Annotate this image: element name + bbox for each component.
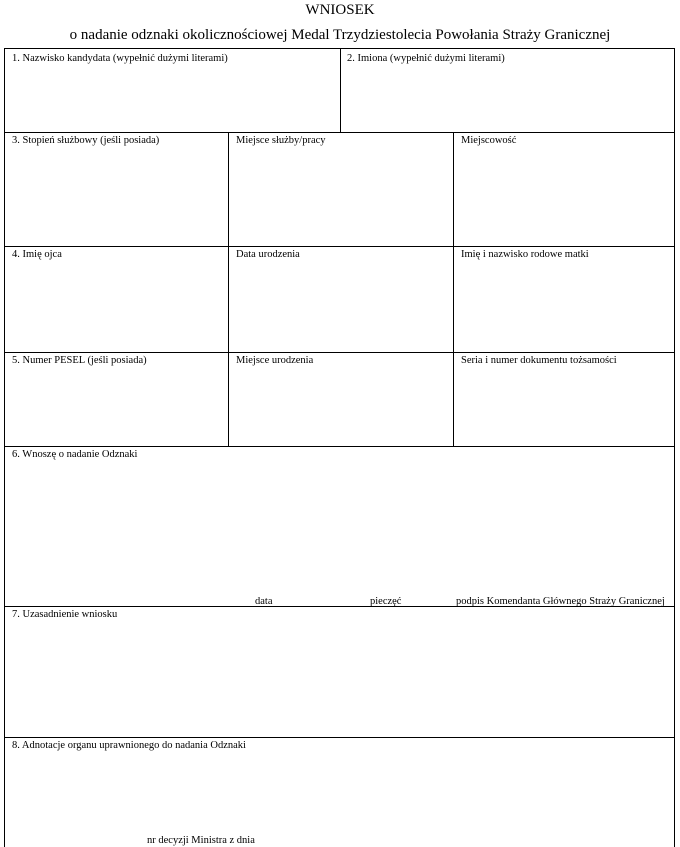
decision-number-caption: nr decyzji Ministra z dnia: [147, 835, 255, 846]
field-birth-place[interactable]: Miejsce urodzenia: [236, 355, 314, 366]
stamp-caption: pieczęć: [370, 596, 402, 607]
row-divider: [5, 446, 674, 447]
column-divider: [228, 132, 229, 446]
document-subtitle: o nadanie odznaki okolicznościowej Medal Trzydziestolecia Powołania Straży Granicznej: [69, 27, 611, 43]
field-mother-name[interactable]: Imię i nazwisko rodowe matki: [461, 249, 589, 260]
field-surname[interactable]: 1. Nazwisko kandydata (wypełnić dużymi literami): [12, 53, 228, 64]
field-justification[interactable]: 7. Uzasadnienie wniosku: [12, 609, 118, 620]
date-caption: data: [255, 596, 273, 607]
field-father-name[interactable]: 4. Imię ojca: [12, 249, 62, 260]
application-form: [4, 48, 675, 847]
field-locality[interactable]: Miejscowość: [461, 135, 517, 146]
column-divider: [453, 132, 454, 446]
row-divider: [5, 132, 674, 133]
document-title: WNIOSEK: [305, 2, 375, 18]
field-annotations[interactable]: 8. Adnotacje organu uprawnionego do nadania Odznaki: [12, 740, 246, 751]
field-request[interactable]: 6. Wnoszę o nadanie Odznaki: [12, 449, 138, 460]
field-pesel[interactable]: 5. Numer PESEL (jeśli posiada): [12, 355, 147, 366]
row-divider: [5, 352, 674, 353]
field-rank[interactable]: 3. Stopień służbowy (jeśli posiada): [12, 135, 160, 146]
column-divider: [340, 49, 341, 132]
field-id-document[interactable]: Seria i numer dokumentu tożsamości: [461, 355, 617, 366]
row-divider: [5, 246, 674, 247]
row-divider: [5, 737, 674, 738]
field-first-names[interactable]: 2. Imiona (wypełnić dużymi literami): [347, 53, 505, 64]
field-birth-date[interactable]: Data urodzenia: [236, 249, 300, 260]
signature-caption: podpis Komendanta Głównego Straży Granicznej: [456, 596, 665, 607]
field-place-of-service[interactable]: Miejsce służby/pracy: [236, 135, 326, 146]
